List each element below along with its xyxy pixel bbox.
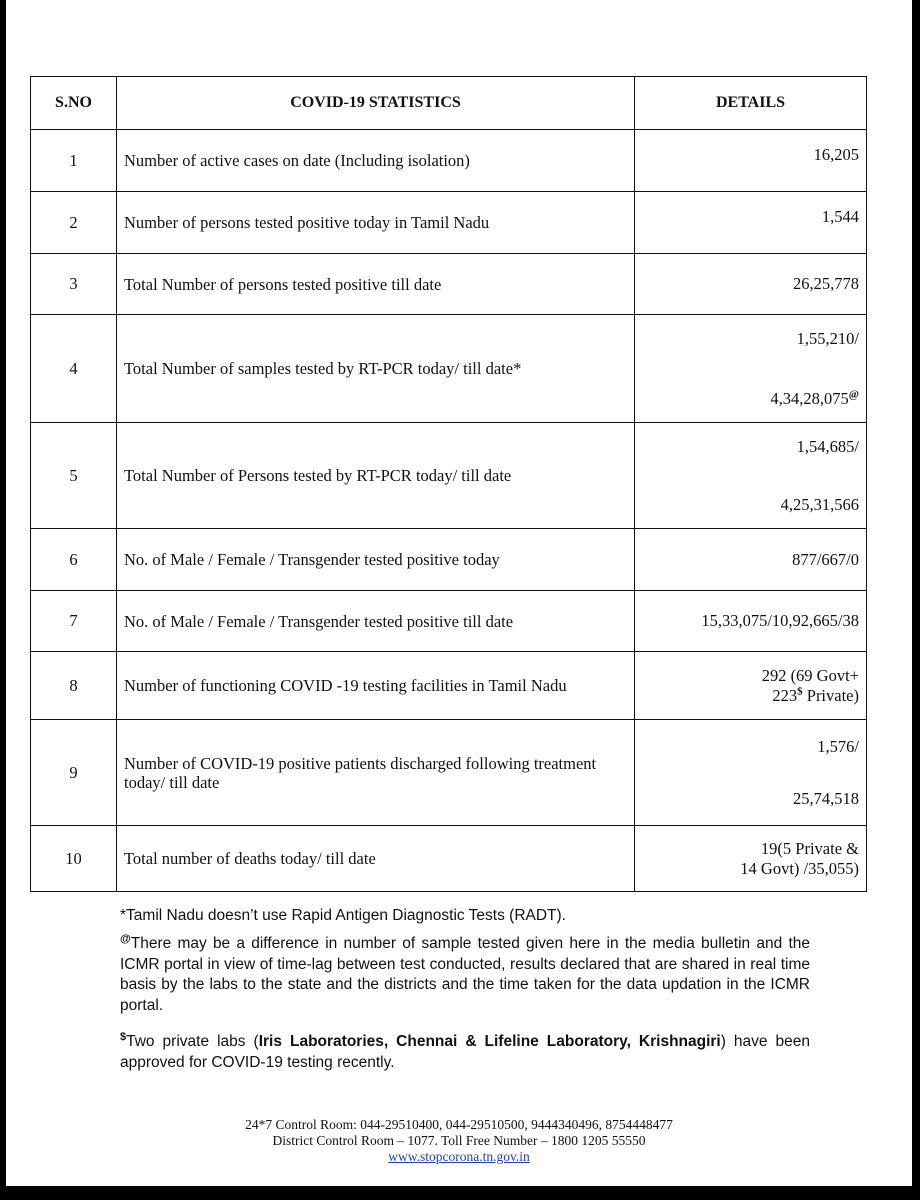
control-room-numbers: 24*7 Control Room: 044-29510400, 044-29510500, 9444340496, 8754448477 [245,1117,673,1132]
row-sno: 1 [31,130,117,192]
table-row [31,192,867,254]
row-details: 26,25,778 [635,254,867,315]
details-line-2: 14 Govt) /35,055) [740,858,859,878]
row-sno: 2 [31,192,117,254]
row-sno: 7 [31,591,117,652]
header-statistics: COVID-19 STATISTICS [117,77,635,130]
row-details: 16,205 [635,130,867,192]
row-sno: 10 [31,826,117,892]
row-details [635,652,867,720]
row-details: 1,544 [635,192,867,254]
details-line-1: 292 (69 Govt+ [761,665,859,685]
row-details [635,423,867,529]
row-sno: 4 [31,315,117,423]
header-sno: S.NO [31,77,117,130]
table-row [31,826,867,892]
row-details [635,720,867,826]
row-statistic: Total number of deaths today/ till date [117,826,635,892]
table-header-row [31,77,867,130]
district-control-room: District Control Room – 1077. Toll Free Number – 1800 1205 55550 [272,1133,646,1148]
lab-names: Iris Laboratories, Chennai & Lifeline Laboratory, Krishnagiri [258,1033,721,1050]
row-sno: 8 [31,652,117,720]
table-row [31,652,867,720]
row-sno: 6 [31,529,117,591]
at-footnote-mark: @ [848,388,859,400]
details-today: 1,55,210/ [796,328,859,348]
row-statistic: Number of functioning COVID -19 testing facilities in Tamil Nadu [117,652,635,720]
row-details [635,315,867,423]
row-sno: 3 [31,254,117,315]
covid-statistics-table [30,76,867,892]
details-total: 25,74,518 [793,788,859,808]
bulletin-page [6,0,912,1186]
row-details: 877/667/0 [635,529,867,591]
dollar-footnote-mark: $ [120,1030,127,1043]
details-today: 1,54,685/ [796,436,859,456]
at-footnote-mark: @ [120,932,131,945]
dollar-footnote-mark: $ [797,685,803,697]
row-details [635,826,867,892]
row-statistic: Total Number of persons tested positive till date [117,254,635,315]
row-statistic: Number of persons tested positive today in Tamil Nadu [117,192,635,254]
row-statistic: Total Number of Persons tested by RT-PCR today/ till date [117,423,635,529]
table-row [31,130,867,192]
row-statistic: Number of active cases on date (Including isolation) [117,130,635,192]
row-statistic: Number of COVID-19 positive patients discharged following treatment today/ till date [117,720,635,826]
row-statistic: No. of Male / Female / Transgender tested positive till date [117,591,635,652]
website-link[interactable]: www.stopcorona.tn.gov.in [388,1149,530,1164]
table-row [31,591,867,652]
table-row [31,720,867,826]
note-sample-difference: @There may be a difference in number of sample tested given here in the media bulletin and the ICMR portal in view of time-lag between test conducted, results declared that are shared in real time basis by the labs to the state and the districts and the time taken for the data updation in the ICMR portal. [120,932,810,1014]
table-row [31,529,867,591]
header-details: DETAILS [635,77,867,130]
details-total: 4,25,31,566 [780,494,859,514]
note-radt: *Tamil Nadu doesn’t use Rapid Antigen Diagnostic Tests (RADT). [120,907,566,924]
row-statistic: No. of Male / Female / Transgender tested positive today [117,529,635,591]
row-sno: 9 [31,720,117,826]
row-statistic: Total Number of samples tested by RT-PCR today/ till date* [117,315,635,423]
table-row [31,315,867,423]
footer-contact [6,1117,912,1165]
details-line-1: 19(5 Private & [760,838,859,858]
table-row [31,423,867,529]
row-sno: 5 [31,423,117,529]
table-row [31,254,867,315]
row-details: 15,33,075/10,92,665/38 [635,591,867,652]
details-total: 4,34,28,075@ [770,388,859,408]
details-today: 1,576/ [817,736,859,756]
note-private-labs: $Two private labs (Iris Laboratories, Chennai & Lifeline Laboratory, Krishnagiri) have been approved for COVID-19 testing recently. [120,1030,811,1071]
details-line-2: 223$ Private) [772,685,859,705]
